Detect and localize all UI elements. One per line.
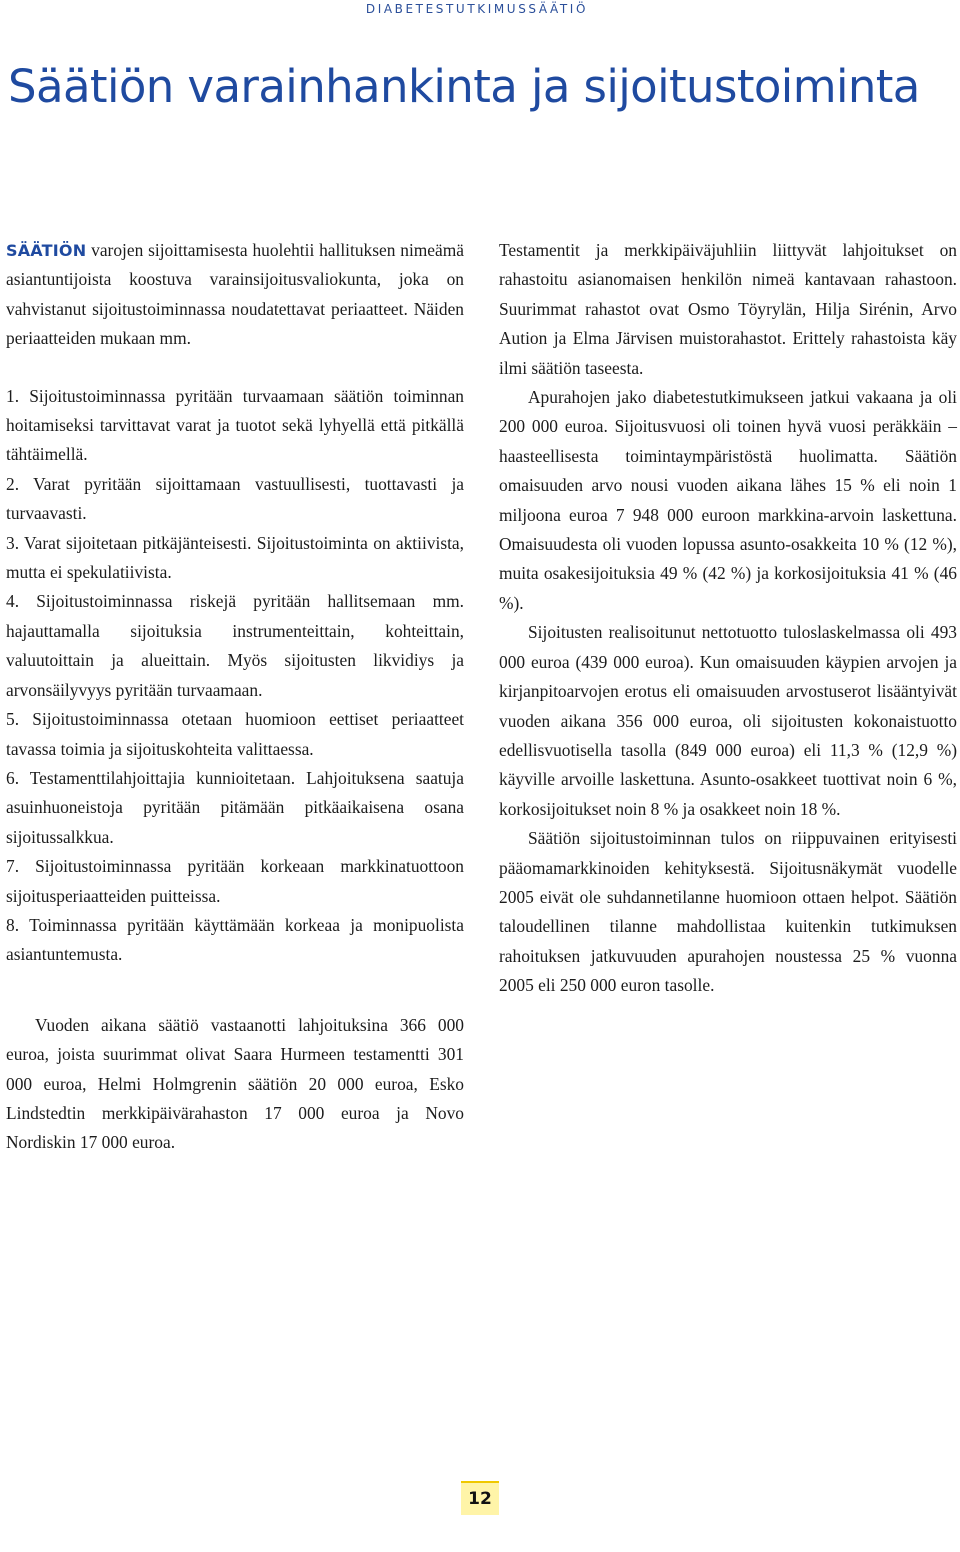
principle-item: 5. Sijoitustoiminnassa otetaan huomioon eettiset periaatteet tavassa toimia ja sijoituskohteita valittaessa. (6, 709, 464, 759)
principle-item: 2. Varat pyritään sijoittamaan vastuullisesti, tuottavasti ja turvaavasti. (6, 473, 464, 524)
outlook-paragraph: Säätiön sijoitustoiminnan tulos on riippuvainen erityisesti pääomamarkkinoiden kehityksestä. Sijoitusnäkymät vuodelle 2005 eivät ole suhdannetilanne huomioon ottaen helpot. Säätiön taloudellinen tilanne mahdollistaa kuitenkin tutkimuksen rahoituksen jatkuvuuden apurahojen noustessa 25 % vuonna 2005 eli 250 000 euron tasolle. (499, 828, 957, 996)
returns-paragraph: Sijoitusten realisoitunut nettotuotto tuloslaskelmassa oli 493 000 euroa (439 000 euroa). Kun omaisuuden käypien arvojen ja kirjanpitoarvojen erotus eli omaisuuden arvostuserot lisääntyivät vuoden aikana 356 000 euroa, oli sijoitusten kokonaistuotto edellisvuotisella tasolla (849 000 euroa) eli 11,3 % (12,9 %) käyville arvoille laskettuna. Asunto-osakkeet tuottivat noin 6 %, korkosijoitukset noin 8 % ja osakkeet noin 18 %. (499, 622, 957, 819)
principle-item: 8. Toiminnassa pyritään käyttämään korkeaa ja monipuolista asiantuntemusta. (6, 914, 464, 965)
principle-item: 7. Sijoitustoiminnassa pyritään korkeaan markkinatuottoon sijoitusperiaatteiden puitteissa. (6, 856, 464, 906)
left-column (6, 236, 464, 1158)
intro-lead-word: SÄÄTIÖN (6, 241, 87, 260)
donations-paragraph: Vuoden aikana säätiö vastaanotti lahjoituksina 366 000 euroa, joista suurimmat olivat Saara Hurmeen testamentti 301 000 euroa, Helmi Holmgrenin säätiön 20 000 euroa, Esko Lindstedtin merkkipäivärahaston 17 000 euroa ja Novo Nordiskin 17 000 euroa. (6, 1014, 464, 1153)
intro-text: varojen sijoittamisesta huolehtii hallituksen nimeämä asiantuntijoista koostuva varainsijoitusvaliokunta, joka on vahvistanut sijoitustoiminnassa noudatettavat periaatteet. Näiden periaatteiden mukaan mm. (6, 240, 464, 349)
principle-item: 3. Varat sijoitetaan pitkäjänteisesti. Sijoitustoiminta on aktiivista, mutta ei spekulatiivista. (6, 532, 464, 583)
intro-paragraph (6, 236, 464, 354)
page-title: Säätiön varainhankinta ja sijoitustoiminta (8, 60, 920, 113)
funds-paragraph: Testamentit ja merkkipäiväjuhliin liittyvät lahjoitukset on rahastoitu asianomaisen henkilön nimeä kantavaan rahastoon. Suurimmat rahastot ovat Osmo Töyrylän, Hilja Sirénin, Arvo Aution ja Elma Järvisen muistorahastot. Erittely rahastoista käy ilmi säätiön taseesta. (499, 240, 957, 378)
running-head: DIABETESTUTKIMUSSÄÄTIÖ (365, 2, 588, 16)
right-column (499, 236, 957, 1001)
principle-item: 6. Testamenttilahjoittajia kunnioitetaan. Lahjoituksena saatuja asuinhuoneistoja pyritään pitämään pitkäaikaisena osana sijoitussalkkua. (6, 767, 464, 847)
principle-item: 1. Sijoitustoiminnassa pyritään turvaamaan säätiön toiminnan hoitamiseksi tarvittavat varat ja tuotot sekä lyhyellä että pitkällä tähtäimellä. (6, 385, 464, 465)
page-number: 12 (468, 1489, 492, 1509)
principle-item: 4. Sijoitustoiminnassa riskejä pyritään hallitsemaan mm. hajauttamalla sijoituksia instrumenteittain, kohteittain, valuutoittain ja alueittain. Myös sijoitusten likvidiys ja arvonsäilyvyys pyritään turvaamaan. (6, 591, 464, 700)
grants-investment-paragraph: Apurahojen jako diabetestutkimukseen jatkui vakaana ja oli 200 000 euroa. Sijoitusvuosi oli toinen hyvä vuosi peräkkäin – haasteellisesta toimintaympäristöstä huolimatta. Säätiön omaisuuden arvo nousi vuoden aikana lähes 15 % eli noin 1 miljoona euroa 7 948 000 euroon markkina-arvoin laskettuna. Omaisuudesta oli vuoden lopussa asunto-osakkeita 10 % (12 %), muita osakesijoituksia 49 % (42 %) ja korkosijoituksia 41 % (46 %). (499, 387, 957, 613)
